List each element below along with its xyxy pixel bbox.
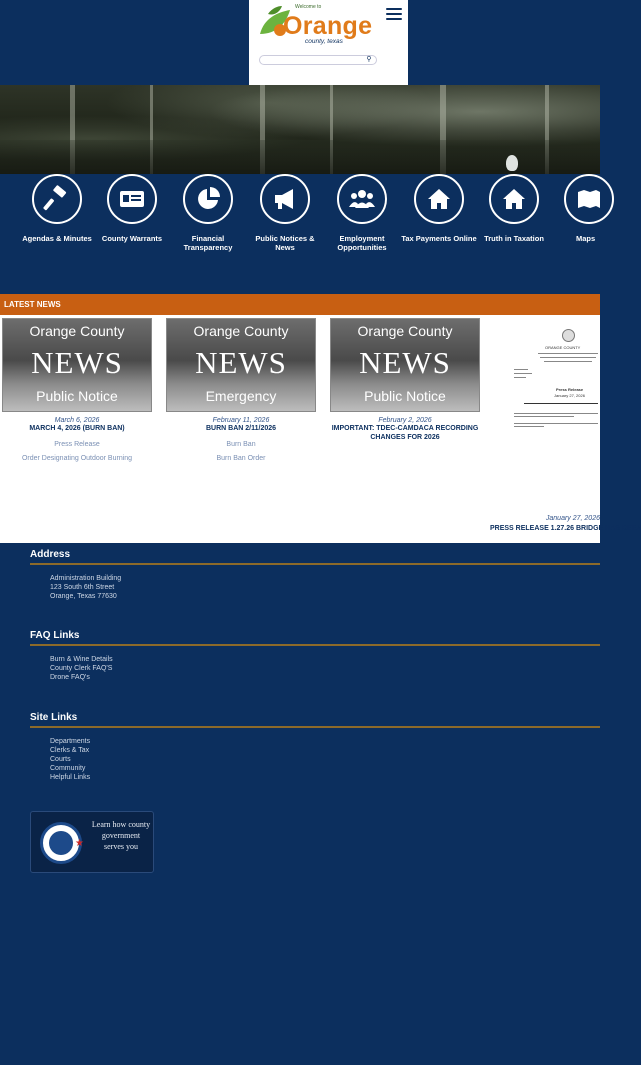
quick-link-label: Financial Transparency	[183, 234, 233, 252]
faq-link[interactable]: County Clerk FAQ'S	[50, 665, 113, 672]
doc-date: January 27, 2026	[554, 393, 585, 398]
logo-subtitle: county, texas	[305, 38, 343, 45]
site-link[interactable]: Community	[50, 765, 86, 772]
house-icon	[501, 186, 527, 212]
hero-banner	[0, 85, 600, 174]
quick-link-warrants[interactable]	[94, 174, 170, 243]
footer-address	[30, 549, 600, 601]
map-icon	[576, 186, 602, 212]
address-line: Administration Building	[50, 575, 122, 582]
search-icon[interactable]: ⚲	[366, 56, 372, 63]
site-link[interactable]: Clerks & Tax	[50, 747, 90, 754]
site-footer	[0, 543, 600, 1065]
address-line: 123 South 6th Street	[50, 584, 115, 591]
quick-link-label: Public Notices & News	[255, 234, 315, 252]
site-link[interactable]: Departments	[50, 738, 91, 745]
footer-heading: FAQ Links	[30, 630, 600, 646]
news-image-line3: Public Notice	[36, 388, 118, 404]
address-line: Orange, Texas 77630	[50, 593, 117, 600]
news-title[interactable]: IMPORTANT: TDEC-CAMDACA RECORDING CHANGES FOR 2026	[331, 425, 479, 441]
news-card[interactable]	[2, 318, 152, 462]
quick-link-label: Maps	[576, 234, 596, 243]
latest-news-title: LATEST NEWS	[4, 300, 61, 309]
quick-link-employment[interactable]	[324, 174, 400, 252]
news-image-line1: Orange County	[29, 323, 125, 339]
county-seal-icon	[562, 329, 575, 342]
footer-heading: Site Links	[30, 712, 600, 728]
news-image-line1: Orange County	[357, 323, 453, 339]
news-image-line1: Orange County	[193, 323, 289, 339]
quick-link-label: Tax Payments Online	[401, 234, 477, 243]
news-link[interactable]: Burn Ban Order	[216, 455, 266, 462]
quick-link-label: Truth in Taxation	[484, 234, 544, 243]
site-link[interactable]: Courts	[50, 756, 71, 763]
site-link[interactable]: Helpful Links	[50, 774, 91, 781]
news-image[interactable]	[166, 318, 316, 412]
doc-title: Press Release	[556, 387, 584, 392]
quick-link-financial[interactable]	[170, 174, 246, 252]
news-card[interactable]	[166, 318, 316, 462]
county-government-promo-banner[interactable]	[30, 811, 154, 873]
news-link[interactable]: Order Designating Outdoor Burning	[21, 455, 133, 462]
news-date: January 27, 2026	[545, 515, 600, 522]
news-date: February 11, 2026	[212, 417, 270, 424]
news-link[interactable]: Press Release	[54, 441, 100, 448]
news-image[interactable]	[2, 318, 152, 412]
faq-link[interactable]: Drone FAQ's	[50, 674, 90, 681]
quick-link-tax-payments[interactable]	[401, 174, 477, 243]
faq-link[interactable]: Burn & Wine Details	[50, 656, 113, 663]
megaphone-icon	[272, 186, 298, 212]
press-release-thumbnail[interactable]	[500, 323, 600, 433]
site-header	[0, 0, 600, 85]
footer-heading: Address	[30, 549, 600, 565]
news-date: March 6, 2026	[54, 417, 100, 424]
quick-link-agendas[interactable]	[19, 174, 95, 243]
news-image-line2: NEWS	[195, 345, 287, 380]
footer-site-links	[30, 712, 600, 782]
search-input[interactable]	[259, 55, 377, 65]
quick-link-maps[interactable]	[552, 174, 600, 243]
quick-link-notices[interactable]	[247, 174, 323, 252]
news-card[interactable]	[330, 318, 480, 442]
news-title[interactable]: PRESS RELEASE 1.27.26 BRIDGE HAS BEEN	[490, 525, 641, 532]
house-icon	[426, 186, 452, 212]
news-image-line2: NEWS	[359, 345, 451, 380]
news-list	[0, 315, 641, 543]
quick-link-truth-taxation[interactable]	[476, 174, 552, 243]
hamburger-menu-icon[interactable]	[385, 6, 403, 22]
promo-text: Learn how county government serves you	[91, 820, 151, 851]
egret-image	[506, 155, 518, 171]
logo-welcome: Welcome to	[295, 4, 322, 10]
footer-faq-links	[30, 630, 600, 682]
quick-link-label: County Warrants	[101, 234, 163, 243]
logo-name[interactable]: Orange	[283, 12, 373, 40]
pie-chart-icon	[195, 186, 221, 212]
people-icon	[349, 186, 375, 212]
star-icon: ★	[75, 838, 84, 849]
news-image-line3: Public Notice	[364, 388, 446, 404]
news-image-line2: NEWS	[31, 345, 123, 380]
news-title[interactable]: BURN BAN 2/11/2026	[205, 425, 277, 432]
news-link[interactable]: Burn Ban	[226, 441, 256, 448]
news-image[interactable]	[330, 318, 480, 412]
news-image-line3: Emergency	[205, 388, 277, 404]
news-date: February 2, 2026	[378, 417, 432, 424]
news-title[interactable]: MARCH 4, 2026 (BURN BAN)	[29, 425, 125, 432]
latest-news-header	[0, 294, 600, 315]
gavel-icon	[44, 186, 70, 212]
doc-header: ORANGE COUNTY	[545, 345, 581, 350]
quick-links	[0, 174, 600, 294]
quick-link-label: Employment Opportunities	[337, 234, 387, 252]
id-card-icon	[119, 186, 145, 212]
quick-link-label: Agendas & Minutes	[22, 234, 92, 243]
